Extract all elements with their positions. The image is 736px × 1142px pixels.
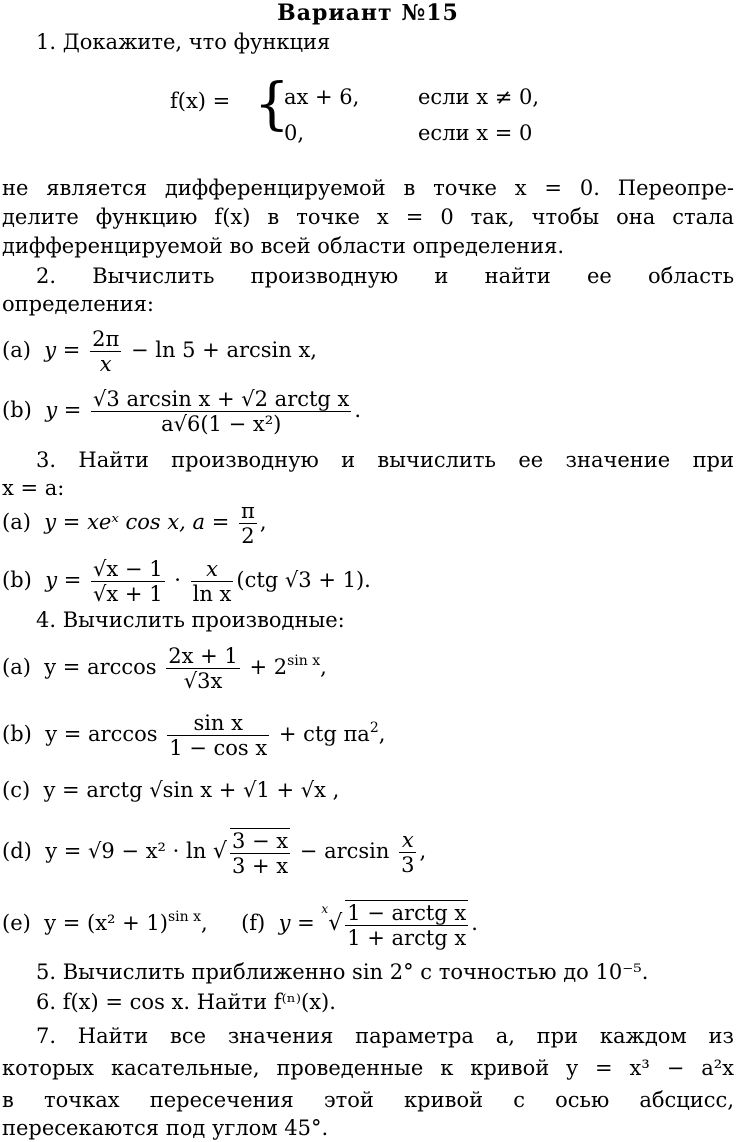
label-4c: (c) <box>2 778 31 802</box>
frac-4d-den: 3 + x <box>231 853 289 878</box>
expr-4d-end: , <box>419 839 427 863</box>
expr-4b-pre: y = arccos <box>45 722 158 746</box>
problem-3a <box>2 494 267 550</box>
label-3b: (b) <box>2 568 32 592</box>
problem-2-intro-b: определения: <box>2 292 154 316</box>
expr-4a-post: + 2 <box>249 655 288 679</box>
frac-4f-den: 1 + arctg x <box>347 925 467 950</box>
frac-3a-den: 2 <box>241 524 255 548</box>
expr-2a-post: − ln 5 + arcsin x, <box>130 338 317 362</box>
label-4e: (e) <box>2 911 31 935</box>
expr-4b-end: , <box>378 722 386 746</box>
frac-4b-den: 1 − cos x <box>169 736 268 760</box>
label-4b: (b) <box>2 722 32 746</box>
frac-4a <box>166 644 240 693</box>
problem-3-intro: 3. Найти производную и вычислить ее значение при <box>36 448 734 472</box>
problem-1-line-d: дифференцируемой во всей области определения. <box>2 234 565 258</box>
frac-3a <box>239 499 257 548</box>
frac-4f <box>345 900 468 950</box>
label-2a: (a) <box>2 338 31 362</box>
expr-4d-pre: y = √9 − x² · ln <box>45 839 207 863</box>
problem-1-line-b: не является дифференцируемой в точке x = 0. Переопре- <box>2 176 734 200</box>
expr-4f-pre: y = <box>278 911 315 935</box>
piecewise-case2-cond: если x = 0 <box>418 121 533 145</box>
frac-4b-num: sin x <box>167 711 269 736</box>
root-index-4f: x <box>321 902 329 916</box>
frac-4d-2 <box>399 828 416 877</box>
expr-4a-end: , <box>320 655 327 679</box>
radical-4d: √ <box>212 839 227 864</box>
expr-4f-end: . <box>471 911 478 935</box>
problem-3b <box>2 550 371 610</box>
frac-4d-2-den: 3 <box>401 853 415 877</box>
piecewise-lhs: f(x) = <box>170 89 231 113</box>
variant-title: Вариант №15 <box>277 0 459 26</box>
frac-4b <box>167 711 269 760</box>
problem-1-line-c: делите функцию f(x) в точке x = 0 так, чтобы она стала <box>2 205 734 229</box>
expr-4e-sup: sin x <box>167 909 201 925</box>
radical-4f: √ <box>328 911 343 936</box>
frac-3b-2-den: ln x <box>192 582 232 606</box>
label-4a: (a) <box>2 655 31 679</box>
frac-3b-2 <box>191 557 234 606</box>
label-4d: (d) <box>2 839 32 863</box>
frac-2b <box>91 387 351 436</box>
expr-3b-post: (ctg √3 + 1). <box>236 568 371 592</box>
problem-4-intro: 4. Вычислить производные: <box>36 608 345 632</box>
piecewise-case1-expr: ax + 6, <box>284 85 360 109</box>
frac-3a-num: π <box>241 499 255 523</box>
problem-4d <box>2 818 426 885</box>
piecewise-brace: { <box>254 72 290 137</box>
problem-7-line-c: в точках пересечения этой кривой с осью абсцисс, <box>2 1088 734 1112</box>
expr-4c: y = arctg √sin x + √1 + √x , <box>43 778 340 802</box>
frac-4f-num: 1 − arctg x <box>347 900 467 925</box>
frac-2b-num: √3 arcsin x + √2 arctg x <box>93 387 350 411</box>
problem-1-intro: 1. Докажите, что функция <box>36 30 331 54</box>
problem-7-line-a: 7. Найти все значения параметра a, при каждом из <box>36 1024 734 1048</box>
problem-2-intro: 2. Вычислить производную и найти ее область <box>36 264 734 288</box>
expr-2b-post: . <box>354 398 362 422</box>
label-2b: (b) <box>2 398 32 422</box>
label-3a: (a) <box>2 510 31 534</box>
problem-2b <box>2 380 361 440</box>
expr-4e: y = (x² + 1) <box>44 911 168 935</box>
piecewise-case1-cond: если x ≠ 0, <box>418 85 540 109</box>
frac-3b-1 <box>91 557 165 606</box>
piecewise-case2-expr: 0, <box>284 121 305 145</box>
frac-4d <box>230 828 290 878</box>
expr-4b-sup: 2 <box>369 720 379 736</box>
frac-4d-2-num: x <box>399 828 416 853</box>
expr-4d-mid: − arcsin <box>299 839 390 863</box>
expr-3a: y = xeˣ cos x, a = <box>44 510 230 534</box>
label-4f: (f) <box>241 911 266 935</box>
expr-3b-dot: · <box>174 568 181 592</box>
problem-7-line-b: которых касательные, проведенные к кривой y = x³ − a²x <box>2 1056 734 1080</box>
frac-4d-num: 3 − x <box>231 828 289 853</box>
frac-3b-2-num: x <box>191 557 234 582</box>
expr-3b-pre: y = <box>45 568 82 592</box>
expr-4e-end: , <box>200 911 208 935</box>
problem-4a <box>2 634 327 700</box>
frac-3b-1-num: √x − 1 <box>93 557 163 581</box>
frac-3b-1-den: √x + 1 <box>93 582 163 606</box>
frac-2a <box>90 327 121 376</box>
problem-7-line-d: пересекаются под углом 45°. <box>2 1116 329 1140</box>
frac-2a-den: x <box>99 352 112 376</box>
frac-2a-num: 2π <box>92 327 120 351</box>
expr-2a-pre: y = <box>44 338 81 362</box>
frac-4a-den: √3x <box>183 669 223 693</box>
frac-2b-den: a√6(1 − x²) <box>161 412 282 436</box>
expr-4b-post: + ctg πa <box>278 722 370 746</box>
problem-3-intro-b: x = a: <box>2 476 65 500</box>
expr-4a-pre: y = arccos <box>44 655 157 679</box>
expr-3a-post: , <box>259 510 267 534</box>
expr-4a-sup: sin x <box>287 653 321 669</box>
expr-2b-pre: y = <box>45 398 82 422</box>
problem-4ef <box>2 890 478 957</box>
problem-5: 5. Вычислить приближенно sin 2° с точностью до 10⁻⁵. <box>36 960 649 984</box>
problem-4b <box>2 704 385 764</box>
problem-4c <box>2 776 339 804</box>
frac-4a-num: 2x + 1 <box>168 644 238 668</box>
problem-6: 6. f(x) = cos x. Найти f⁽ⁿ⁾(x). <box>36 990 336 1014</box>
problem-2a <box>2 322 317 378</box>
